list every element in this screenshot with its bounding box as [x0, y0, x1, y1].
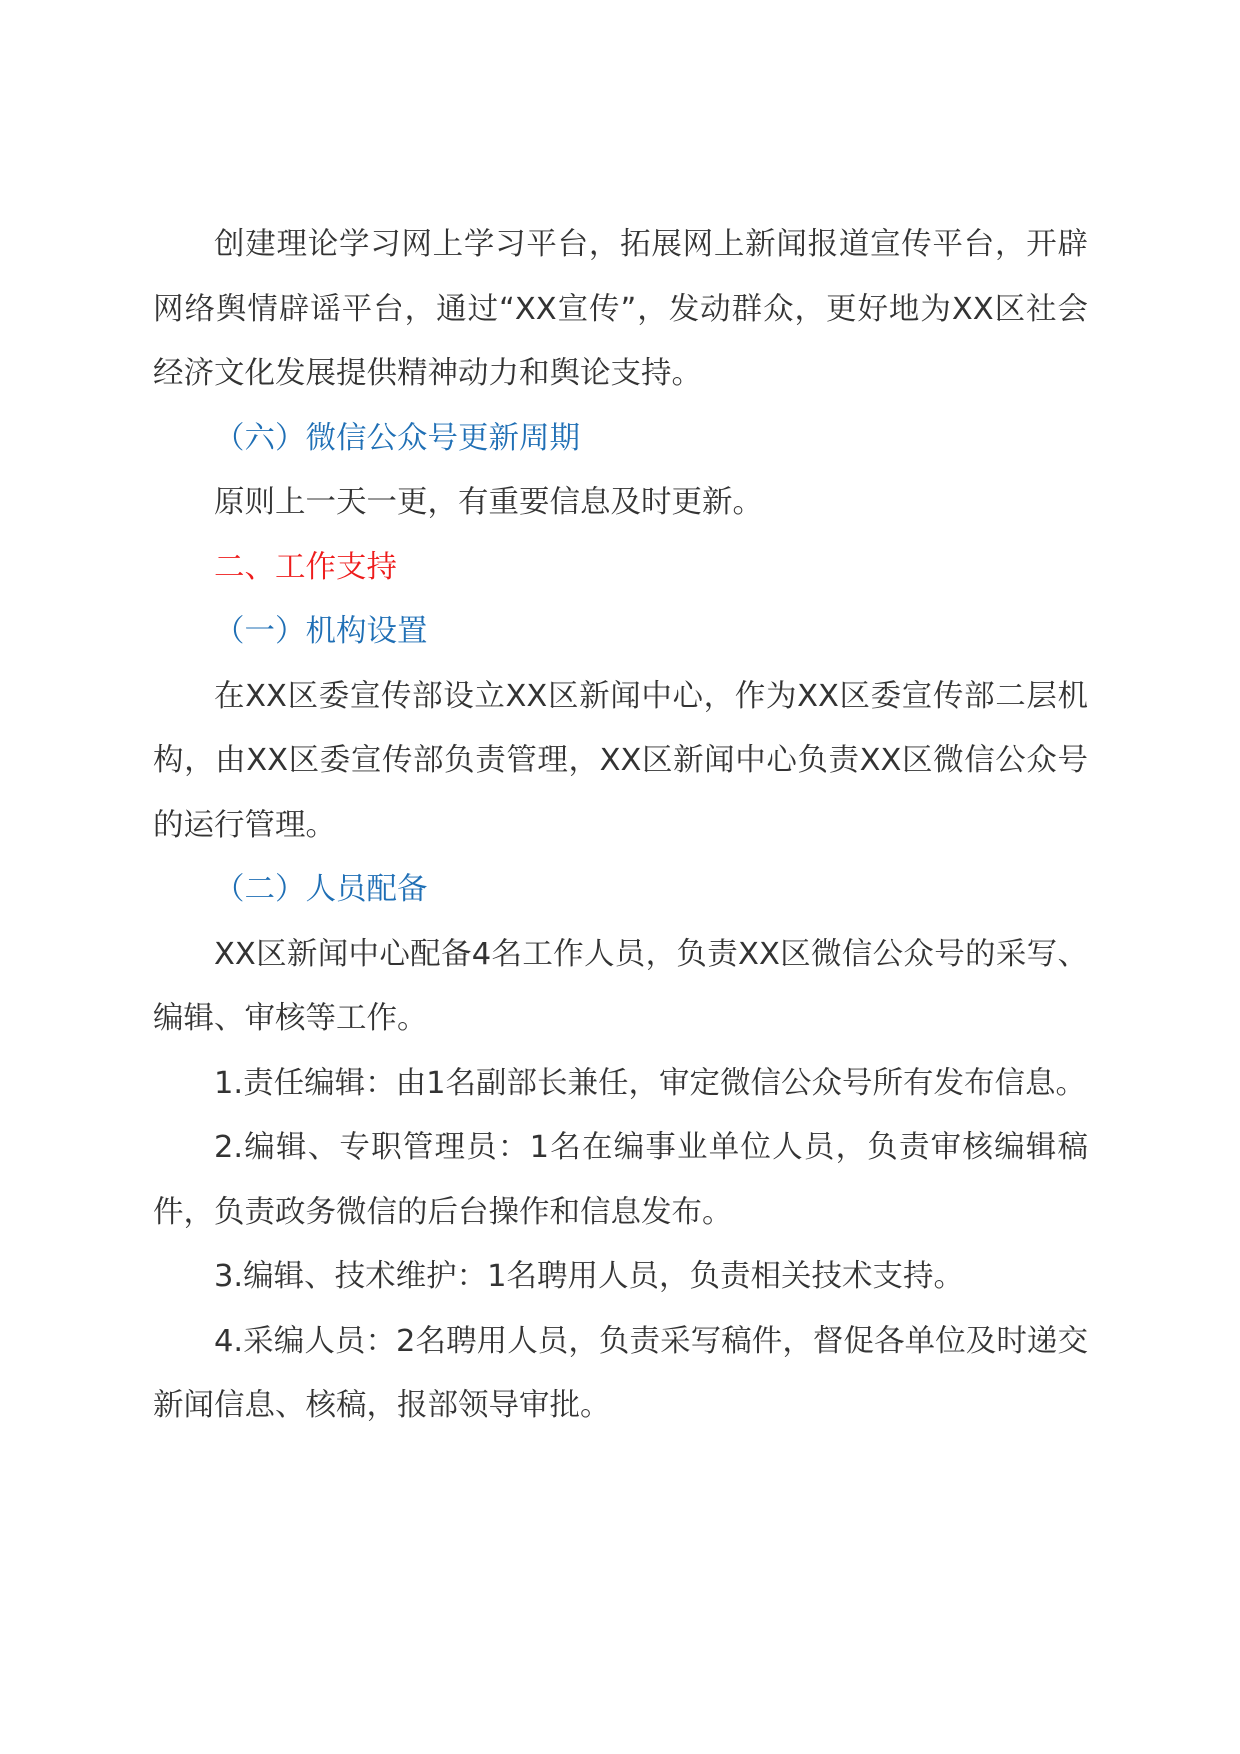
paragraph-staffing: XX区新闻中心配备4名工作人员，负责XX区微信公众号的采写、编辑、审核等工作。 [153, 936, 1088, 1036]
list-item-chief-editor: 1.责任编辑：由1名副部长兼任，审定微信公众号所有发布信息。 [214, 1065, 1087, 1101]
subheading-organization: （一）机构设置 [214, 614, 428, 649]
list-item-editor-admin: 2.编辑、专职管理员：1名在编事业单位人员，负责审核编辑稿件，负责政务微信的后台操作和信息发布。 [153, 1130, 1088, 1230]
heading-work-support: 二、工作支持 [214, 549, 397, 585]
list-item-reporters: 4.采编人员：2名聘用人员，负责采写稿件，督促各单位及时递交新闻信息、核稿，报部领导审批。 [153, 1323, 1088, 1423]
paragraph-update-rule: 原则上一天一更，有重要信息及时更新。 [214, 485, 763, 520]
document-body [153, 213, 1088, 1439]
subheading-staffing: （二）人员配备 [214, 872, 428, 907]
list-item-tech-maintenance: 3.编辑、技术维护：1名聘用人员，负责相关技术支持。 [214, 1259, 965, 1294]
paragraph-platform-building: 创建理论学习网上学习平台，拓展网上新闻报道宣传平台，开辟网络舆情辟谣平台，通过“XX宣传”，发动群众，更好地为XX区社会经济文化发展提供精神动力和舆论支持。 [153, 227, 1088, 391]
subheading-update-cycle: （六）微信公众号更新周期 [214, 420, 580, 456]
paragraph-organization: 在XX区委宣传部设立XX区新闻中心，作为XX区委宣传部二层机构，由XX区委宣传部负责管理，XX区新闻中心负责XX区微信公众号的运行管理。 [153, 678, 1088, 843]
